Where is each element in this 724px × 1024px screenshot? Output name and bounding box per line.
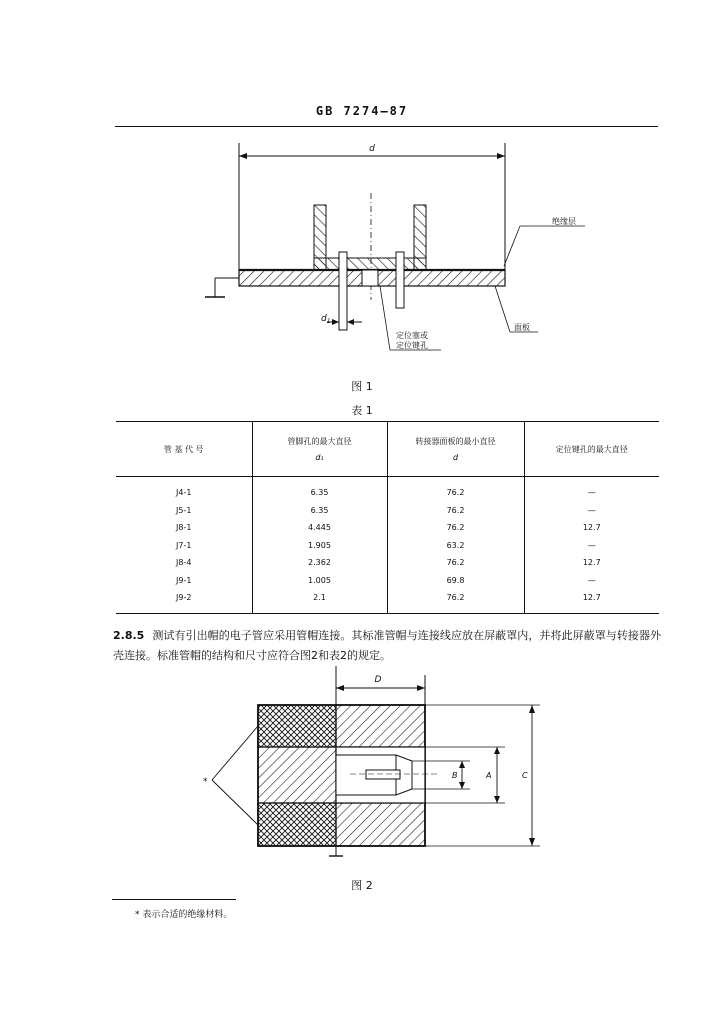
dim-B-label: B [452,771,458,780]
table-cell: J7-1 [176,540,192,550]
dim-d-label: d [369,144,375,154]
table-cell: 76.2 [387,502,524,520]
table-cell: — [524,477,659,502]
table-cell: J8-1 [176,523,192,533]
col-header-base-code: 管 基 代 号 [116,422,252,477]
table-row [116,477,659,502]
table-cell: 76.2 [387,477,524,502]
figure-1-caption: 图 1 [351,380,373,393]
figure-2-drawing [0,660,724,875]
table-cell: 76.2 [387,589,524,613]
insulation-label: 绝缘层 [552,217,576,226]
table-cell: — [524,572,659,590]
table-cell: J9-1 [176,575,192,585]
table-cell: 6.35 [252,502,387,520]
col-header-key-hole-diameter: 定位键孔的最大直径 [524,422,659,477]
table-row [116,502,659,520]
dim-d1-label: $d_1$ [321,314,331,325]
table-cell: J4-1 [176,488,192,498]
table-cell: 1.005 [252,572,387,590]
table-row [116,572,659,590]
section-number: 2.8.5 [113,629,145,642]
table-cell: 4.445 [252,519,387,537]
dim-A-label: A [486,771,492,780]
table-row [116,589,659,613]
dim-D-label: D [374,675,382,685]
table-cell: 2.362 [252,554,387,572]
col-header-pin-hole-diameter: 管脚孔的最大直径 d₁ [252,422,387,477]
table-row [116,519,659,537]
table-cell: — [524,502,659,520]
footnote-rule [112,899,236,900]
table-cell: — [524,537,659,555]
table-row [116,554,659,572]
table-1 [116,421,659,614]
table-1-title: 表 1 [351,404,373,417]
figure-1-drawing [0,0,724,380]
table-cell: 63.2 [387,537,524,555]
locator-label-line2: 定位键孔 [396,341,428,350]
table-cell: 2.1 [252,589,387,613]
figure-2-caption: 图 2 [351,879,373,892]
table-cell: 12.7 [524,589,659,613]
standard-number: GB 7274—87 [315,104,409,118]
col-header-panel-diameter: 转接器面板的最小直径 d [387,422,524,477]
footnote: * 表示合适的绝缘材料。 [135,910,233,920]
star-marker: * [203,777,208,787]
table-row [116,537,659,555]
table-cell: 76.2 [387,519,524,537]
locator-label-line1: 定位塞或 [396,331,428,340]
table-cell: 12.7 [524,519,659,537]
table-cell: 69.8 [387,572,524,590]
table-cell: 6.35 [252,477,387,502]
table-cell: J9-2 [176,593,192,603]
panel-label: 面板 [514,323,530,332]
table-cell: J8-4 [176,558,192,568]
table-cell: J5-1 [176,505,192,515]
table-cell: 76.2 [387,554,524,572]
table-cell: 12.7 [524,554,659,572]
section-text: 测试有引出帽的电子管应采用管帽连接。其标准管帽与连接线应放在屏蔽罩内，并将此屏蔽罩与转接器外壳连接。标准管帽的结构和尺寸应符合图2和表2的规定。 [113,629,661,662]
table-cell: 1.905 [252,537,387,555]
dim-C-label: C [522,771,528,780]
